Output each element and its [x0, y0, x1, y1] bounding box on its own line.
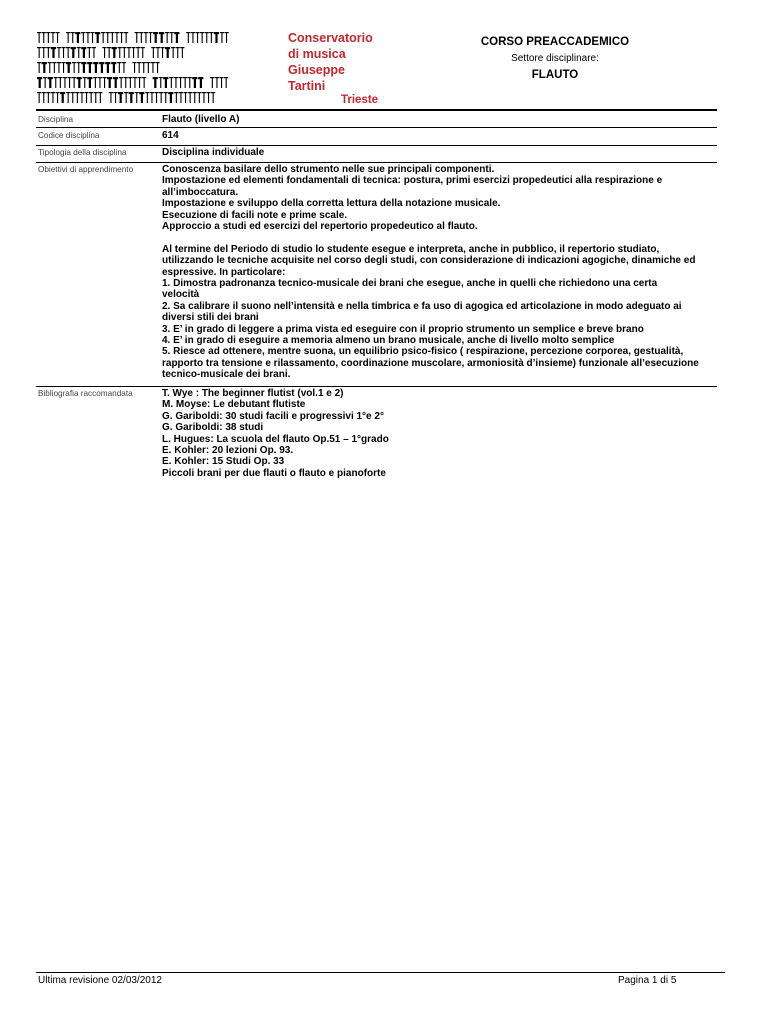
row-value [162, 114, 715, 125]
logo-mark [188, 92, 192, 103]
logo-mark [214, 32, 219, 43]
institution-line-3: Giuseppe [288, 63, 345, 77]
logo-mark [170, 32, 174, 43]
logo-mark [124, 77, 128, 88]
logo-mark [210, 77, 214, 88]
logo-mark [81, 62, 86, 73]
row-label: Obiettivi di apprendimento [38, 165, 134, 174]
value-line: diversi stili dei brani [162, 312, 259, 324]
logo-mark [156, 47, 160, 58]
logo-mark [37, 92, 41, 103]
logo-mark [48, 62, 52, 73]
logo-mark [198, 77, 203, 88]
value-line: Conoscenza basilare dello strumento nelle sue principali componenti. [162, 164, 495, 175]
value-line: Piccoli brani per due flauti o flauto e pianoforte [162, 467, 386, 479]
logo-mark [202, 92, 206, 103]
logo-mark [219, 77, 223, 88]
logo-mark [122, 62, 126, 73]
logo-mark [124, 32, 128, 43]
logo-mark [174, 32, 179, 43]
value-line: 5. Riesce ad ottenere, mentre suona, un equilibrio psico-fisico ( respirazione, percezione corporea, gestualità, [162, 346, 684, 358]
logo-mark [118, 92, 123, 103]
logo-mark [153, 77, 158, 88]
logo-mark [87, 77, 92, 88]
logo-mark [77, 77, 82, 88]
revision-date: Ultima revisione 02/03/2012 [38, 975, 162, 986]
row-divider [36, 386, 717, 387]
logo-mark [169, 77, 173, 88]
row-value [162, 130, 715, 141]
value-line: 4. E’ in grado di eseguire a memoria almeno un brano musicale, anche di livello molto semplice [162, 335, 615, 347]
value-line: utilizzando le tecniche acquisite nel corso degli studi, con considerazione di indicazioni agogiche, dinamiche ed [162, 255, 696, 267]
logo-mark [151, 62, 155, 73]
logo-mark [183, 92, 187, 103]
logo-mark [43, 77, 47, 88]
logo-mark [102, 77, 106, 88]
row-label: Codice disciplina [38, 131, 100, 140]
logo-mark [80, 92, 84, 103]
logo-pattern-icon [36, 30, 251, 106]
row-divider [36, 145, 717, 146]
logo-mark [132, 62, 136, 73]
logo-mark [72, 62, 76, 73]
logo-mark [205, 32, 209, 43]
logo-mark [105, 62, 110, 73]
logo-mark [153, 32, 158, 43]
logo-mark [135, 92, 139, 103]
logo-mark [106, 32, 110, 43]
logo-mark [37, 32, 41, 43]
logo-mark [84, 92, 88, 103]
logo-mark [179, 92, 183, 103]
logo-mark [57, 62, 61, 73]
logo-mark [165, 32, 169, 43]
value-line: all’imboccatura. [162, 186, 239, 198]
logo-mark [58, 77, 62, 88]
logo-mark [37, 62, 41, 73]
logo-mark [86, 32, 90, 43]
logo-mark [111, 62, 116, 73]
logo-mark [42, 92, 46, 103]
logo-mark [224, 32, 228, 43]
value-line: Approccio a studi ed esercizi del repertorio propedeutico al flauto. [162, 221, 478, 233]
logo-mark [200, 32, 204, 43]
logo-mark [197, 92, 201, 103]
logo-mark [188, 77, 192, 88]
logo-mark [98, 77, 102, 88]
logo-mark [66, 62, 71, 73]
logo-mark [42, 62, 47, 73]
row-value [162, 164, 715, 381]
logo-mark [154, 92, 158, 103]
logo-mark [183, 77, 187, 88]
value-line: E. Kohler: 20 lezioni Op. 93. [162, 445, 294, 457]
logo-mark [109, 92, 113, 103]
logo-mark [99, 62, 104, 73]
logo-mark [55, 32, 59, 43]
logo-mark [37, 77, 42, 88]
logo-mark [54, 77, 58, 88]
logo-mark [93, 77, 97, 88]
logo-mark [77, 47, 81, 58]
footer-divider [36, 972, 725, 973]
logo-mark [174, 77, 178, 88]
logo-mark [127, 47, 131, 58]
logo-mark [95, 32, 100, 43]
logo-mark [211, 92, 215, 103]
conservatory-logo [36, 30, 386, 110]
value-line: 2. Sa calibrare il suono nell’intensità e nella timbrica e fa uso di agogica ed articolazione in modo adeguato ai [162, 300, 682, 312]
value-line: tecnico-musicale dei brani. [162, 369, 291, 381]
logo-mark [77, 62, 81, 73]
logo-mark [151, 47, 155, 58]
logo-mark [164, 92, 168, 103]
logo-mark [107, 77, 112, 88]
logo-mark [71, 92, 75, 103]
logo-mark [150, 92, 154, 103]
logo-mark [139, 32, 143, 43]
logo-mark [192, 77, 197, 88]
logo-mark [129, 92, 134, 103]
logo-mark [101, 32, 105, 43]
logo-mark [141, 47, 145, 58]
logo-mark [224, 77, 228, 88]
institution-line-4: Tartini [288, 79, 326, 93]
logo-mark [124, 92, 128, 103]
value-line: rapporto tra tensione e rilassamento, coordinazione muscolare, armoniosità d’insieme) funzionale all’esecuzione [162, 357, 699, 369]
value-line: G. Gariboldi: 38 studi [162, 422, 264, 434]
logo-mark [87, 62, 92, 73]
row-divider [36, 127, 717, 128]
logo-mark [159, 77, 163, 88]
logo-mark [75, 32, 80, 43]
value-line: M. Moyse: Le debutant flutiste [162, 399, 306, 411]
value-line: Al termine del Periodo di studio lo studente esegue e interpreta, anche in pubblico, il repertorio studiato, [162, 243, 660, 255]
logo-mark [142, 62, 146, 73]
sector-label: Settore disciplinare: [511, 53, 599, 64]
logo-mark [131, 47, 135, 58]
row-value [162, 388, 715, 479]
logo-mark [113, 92, 117, 103]
logo-mark [61, 47, 65, 58]
value-line: velocità [162, 289, 200, 301]
logo-mark [142, 77, 146, 88]
logo-mark [220, 32, 224, 43]
logo-mark [37, 47, 41, 58]
logo-mark [55, 92, 59, 103]
logo-mark [94, 92, 98, 103]
logo-mark [51, 32, 55, 43]
logo-mark [215, 77, 219, 88]
logo-mark [163, 77, 168, 88]
value-line: 1. Dimostra padronanza tecnico-musicale dei brani che esegue, anche in quelli che richiedono una certa [162, 278, 658, 290]
logo-mark [171, 47, 175, 58]
value-line: 3. E’ in grado di leggere a prima vista ed eseguire con il proprio strumento un semplice e breve brano [162, 323, 644, 335]
value-line [162, 232, 715, 243]
institution-city: Trieste [341, 94, 379, 106]
logo-mark [137, 77, 141, 88]
logo-mark [119, 77, 123, 88]
logo-mark [159, 32, 164, 43]
header-divider [36, 109, 717, 111]
page-number: Pagina 1 di 5 [618, 975, 677, 986]
logo-mark [159, 92, 163, 103]
logo-mark [209, 32, 213, 43]
row-divider [36, 162, 717, 163]
value-line: E. Kohler: 15 Studi Op. 33 [162, 456, 285, 468]
logo-mark [146, 62, 150, 73]
logo-mark [128, 77, 132, 88]
instrument-title: FLAUTO [531, 69, 579, 81]
logo-mark [193, 92, 197, 103]
logo-mark [168, 92, 173, 103]
logo-mark [42, 32, 46, 43]
logo-mark [133, 77, 137, 88]
logo-mark [90, 32, 94, 43]
logo-mark [60, 92, 65, 103]
value-line: T. Wye : The beginner flutist (vol.1 e 2) [162, 388, 344, 399]
logo-mark [174, 92, 178, 103]
logo-mark [92, 47, 96, 58]
logo-mark [46, 47, 50, 58]
row-label: Disciplina [38, 115, 74, 124]
logo-mark [110, 32, 114, 43]
logo-mark [119, 32, 123, 43]
logo-mark [155, 62, 159, 73]
logo-mark [178, 77, 182, 88]
course-title: CORSO PREACCADEMICO [480, 36, 630, 48]
value-line: Disciplina individuale [162, 147, 265, 158]
row-label: Tipologia della disciplina [38, 148, 127, 157]
logo-mark [48, 77, 53, 88]
logo-mark [144, 32, 148, 43]
logo-mark [115, 32, 119, 43]
logo-mark [145, 92, 149, 103]
row-label: Bibliografia raccomandata [38, 389, 133, 398]
value-line: espressive. In particolare: [162, 266, 286, 278]
logo-mark [57, 47, 61, 58]
logo-mark [52, 62, 56, 73]
institution-line-2: di musica [288, 47, 346, 61]
logo-mark [191, 32, 195, 43]
logo-mark [71, 32, 75, 43]
value-line: Impostazione ed elementi fondamentali di tecnica: postura, primi esercizi propedeutici alla respirazione e [162, 175, 663, 187]
logo-mark [148, 32, 152, 43]
value-line: Impostazione e sviluppo della corretta lettura della notazione musicale. [162, 198, 501, 210]
logo-mark [81, 47, 86, 58]
logo-mark [107, 47, 111, 58]
logo-mark [51, 92, 55, 103]
logo-mark [122, 47, 126, 58]
logo-mark [66, 92, 70, 103]
logo-mark [71, 47, 76, 58]
logo-mark [118, 47, 122, 58]
logo-mark [98, 92, 102, 103]
logo-mark [117, 62, 121, 73]
logo-mark [102, 47, 106, 58]
logo-mark [89, 92, 93, 103]
row-value [162, 147, 715, 158]
logo-mark [112, 47, 117, 58]
value-line: Flauto (livello A) [162, 114, 240, 125]
value-line: L. Hugues: La scuola del flauto Op.51 – 1°grado [162, 433, 389, 445]
logo-mark [139, 92, 144, 103]
logo-mark [67, 77, 71, 88]
logo-mark [206, 92, 210, 103]
logo-mark [113, 77, 118, 88]
logo-mark [136, 47, 140, 58]
logo-mark [137, 62, 141, 73]
logo-mark [46, 32, 50, 43]
logo-mark [81, 32, 85, 43]
logo-mark [72, 77, 76, 88]
value-line: G. Gariboldi: 30 studi facili e progressivi 1°e 2° [162, 410, 384, 422]
logo-mark [46, 92, 50, 103]
logo-mark [160, 47, 164, 58]
logo-mark [195, 32, 199, 43]
logo-mark [66, 32, 70, 43]
logo-mark [66, 47, 70, 58]
logo-mark [135, 32, 139, 43]
logo-mark [61, 62, 65, 73]
logo-mark [186, 32, 190, 43]
logo-mark [63, 77, 67, 88]
logo-mark [180, 47, 184, 58]
institution-line-1: Conservatorio [288, 31, 373, 45]
logo-mark [93, 62, 98, 73]
logo-mark [42, 47, 46, 58]
logo-mark [87, 47, 91, 58]
logo-mark [83, 77, 87, 88]
value-line: 614 [162, 130, 179, 141]
logo-mark [176, 47, 180, 58]
value-line: Esecuzione di facili note e prime scale. [162, 209, 348, 221]
logo-mark [75, 92, 79, 103]
logo-mark [51, 47, 56, 58]
logo-mark [165, 47, 170, 58]
